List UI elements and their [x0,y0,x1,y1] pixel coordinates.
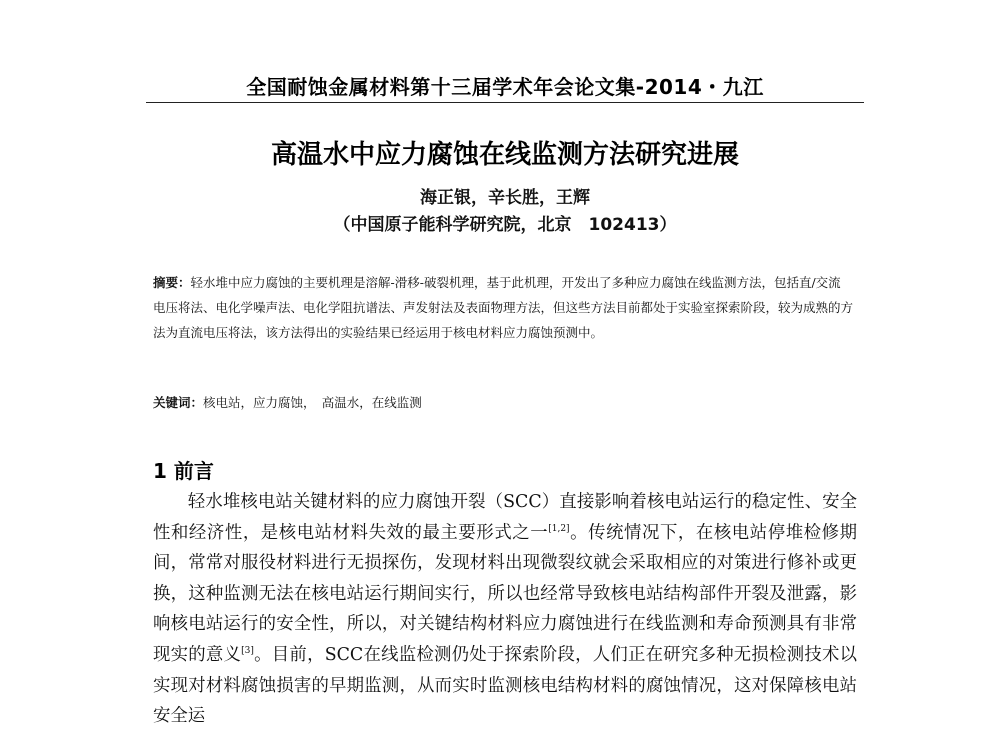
abstract-text: 轻水堆中应力腐蚀的主要机理是溶解-滑移-破裂机理，基于此机理，开发出了多种应力腐蚀在线监测方法，包括直/交流电压将法、电化学噪声法、电化学阻抗谱法、声发射法及表面物理方法，但这些方法目前都处于实验室探索阶段，较为成熟的方法为直流电压将法，该方法得出的实验结果已经运用于核电材料应力腐蚀预测中。 [153,275,854,340]
citation: [1,2] [548,523,570,534]
body-text-part: 。传统情况下，在核电站停堆检修期间，常常对服役材料进行无损探伤，发现材料出现微裂纹就会采取相应的对策进行修补或更换，这种监测无法在核电站运行期间实行，所以也经常导致核电站结构部件开裂及泄露，影响核电站运行的安全性，所以，对关键结构材料应力腐蚀进行在线监测和寿命预测具有非常现实的意义 [153,522,857,665]
paper-authors: 海正银，辛长胜，王辉 [420,188,590,208]
keywords-label: 关键词： [153,395,204,410]
section-heading: 1 前言 [153,459,214,483]
header-divider [146,102,864,103]
paper-affiliation: （中国原子能科学研究院，北京 102413） [333,215,677,235]
running-header: 全国耐蚀金属材料第十三届学术年会论文集-2014・九江 [246,75,764,99]
abstract-label: 摘要： [153,275,191,290]
keywords [153,393,853,413]
abstract [153,270,853,345]
body-text-part: 轻水堆核电站关键材料的应力腐蚀开裂（SCC）直接影响着核电站运行的稳定性、安全性和经济性，是核电站材料失效的最主要形式之一 [153,492,857,543]
paper-title: 高温水中应力腐蚀在线监测方法研究进展 [270,140,739,170]
section-body [153,487,857,732]
body-text-part: 。目前，SCC在线监检测仍处于探索阶段，人们正在研究多种无损检测技术以实现对材料腐蚀损害的早期监测，从而实时监测核电结构材料的腐蚀情况，这对保障核电站安全运 [153,644,857,727]
keywords-text: 核电站，应力腐蚀， 高温水，在线监测 [203,395,422,410]
citation: [3] [241,646,254,657]
